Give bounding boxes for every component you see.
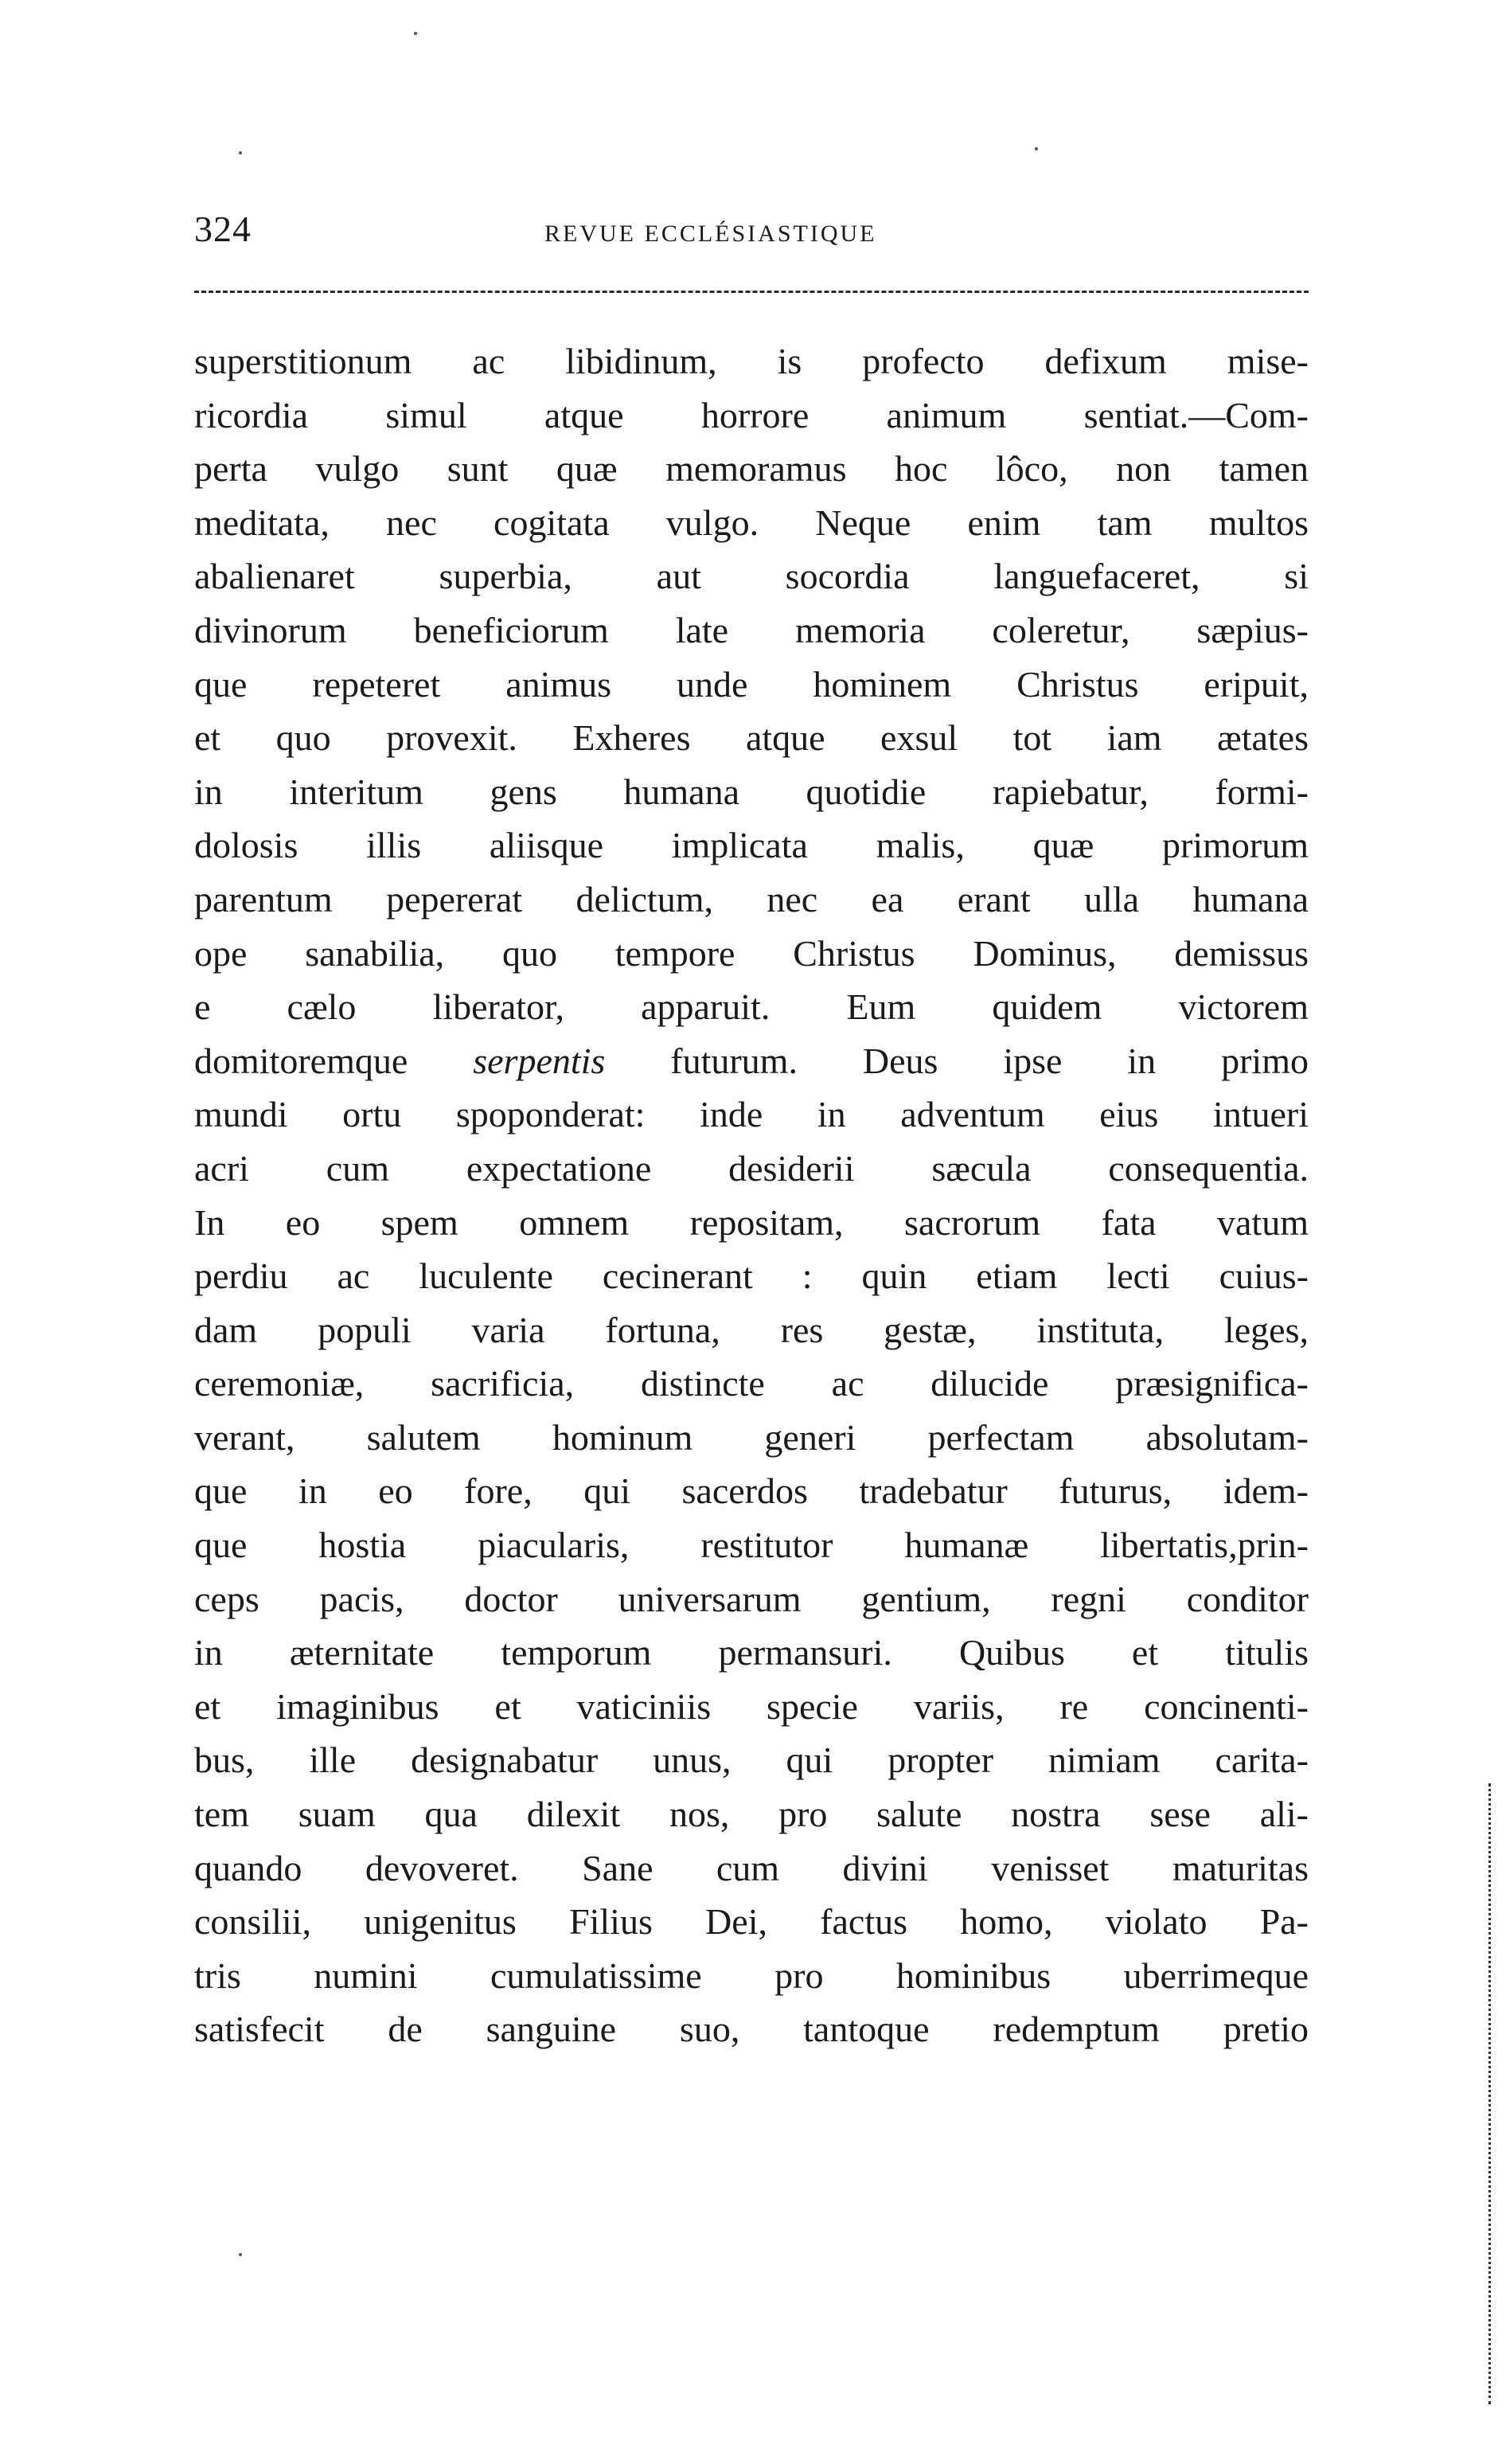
text-line: in interitum gens humana quotidie rapiebatur, formi-: [194, 771, 1309, 812]
text-line: bus, ille designabatur unus, qui propter nimiam carita-: [194, 1740, 1309, 1781]
text-line: superstitionum ac libidinum, is profecto defixum mise-: [194, 341, 1309, 381]
text-line: et imaginibus et vaticiniis specie variis, re concinenti-: [194, 1685, 1309, 1727]
text-line: satisfecit de sanguine suo, tantoque redemptum pretio: [194, 2009, 1309, 2050]
text-line: et quo provexit. Exheres atque exsul tot iam ætates: [194, 717, 1309, 759]
text-line: divinorum beneficiorum late memoria coleretur, sæpius-: [194, 609, 1309, 650]
header-rule: [194, 291, 1309, 293]
body-text: [194, 334, 1309, 2056]
text-line: acri cum expectatione desiderii sæcula consequentia.: [194, 1147, 1309, 1189]
scan-speck: [239, 151, 242, 154]
text-line: meditata, nec cogitata vulgo. Neque enim tam multos: [194, 502, 1309, 543]
text-line: mundi ortu spoponderat: inde in adventum eius intueri: [194, 1094, 1309, 1135]
text-line: consilii, unigenitus Filius Dei, factus homo, violato Pa-: [194, 1901, 1309, 1943]
text-line: in æternitate temporum permansuri. Quibus et titulis: [194, 1632, 1309, 1673]
text-line: tris numini cumulatissime pro hominibus uberrimeque: [194, 1954, 1309, 1996]
text-line: ceremoniæ, sacrificia, distincte ac dilucide præsignifica-: [194, 1363, 1309, 1404]
text-line: In eo spem omnem repositam, sacrorum fata vatum: [194, 1201, 1309, 1243]
text-line: ricordia simul atque horrore animum sentiat.—Com-: [194, 394, 1309, 435]
text-line: e cælo liberator, apparuit. Eum quidem victorem: [194, 986, 1309, 1028]
text-line: que in eo fore, qui sacerdos tradebatur futurus, idem-: [194, 1470, 1309, 1512]
page-header: [194, 197, 1309, 261]
text-line: perdiu ac luculente cecinerant : quin etiam lecti cuius-: [194, 1255, 1309, 1297]
italic-word: serpentis: [473, 1040, 606, 1081]
text-line: verant, salutem hominum generi perfectam absolutam-: [194, 1416, 1309, 1458]
text-line-with-italic: domitoremque serpentis futurum. Deus ipse in primo: [194, 1040, 1309, 1081]
text-line: perta vulgo sunt quæ memoramus hoc lôco, non tamen: [194, 448, 1309, 490]
text-line: que repeteret animus unde hominem Christus eripuit,: [194, 663, 1309, 705]
text-line: ope sanabilia, quo tempore Christus Dominus, demissus: [194, 932, 1309, 974]
running-title: REVUE ECCLÉSIASTIQUE: [544, 221, 877, 247]
text-line: que hostia piacularis, restitutor humanæ libertatis,prin-: [194, 1525, 1309, 1566]
scan-speck: [414, 32, 417, 35]
text-line: abalienaret superbia, aut socordia languefaceret, si: [194, 556, 1309, 597]
text-line: parentum pepererat delictum, nec ea erant ulla humana: [194, 878, 1309, 920]
scan-speck: [1035, 147, 1038, 150]
page-number: 324: [194, 209, 252, 249]
scan-speck: [239, 2253, 242, 2256]
text-line: tem suam qua dilexit nos, pro salute nostra sese ali-: [194, 1794, 1309, 1835]
text-line: quando devoveret. Sane cum divini venisset maturitas: [194, 1847, 1309, 1888]
text-line: dolosis illis aliisque implicata malis, quæ primorum: [194, 825, 1309, 866]
text-line: dam populi varia fortuna, res gestæ, instituta, leges,: [194, 1309, 1309, 1350]
scan-edge-mark: [1488, 1783, 1491, 2404]
text-line: ceps pacis, doctor universarum gentium, regni conditor: [194, 1578, 1309, 1619]
